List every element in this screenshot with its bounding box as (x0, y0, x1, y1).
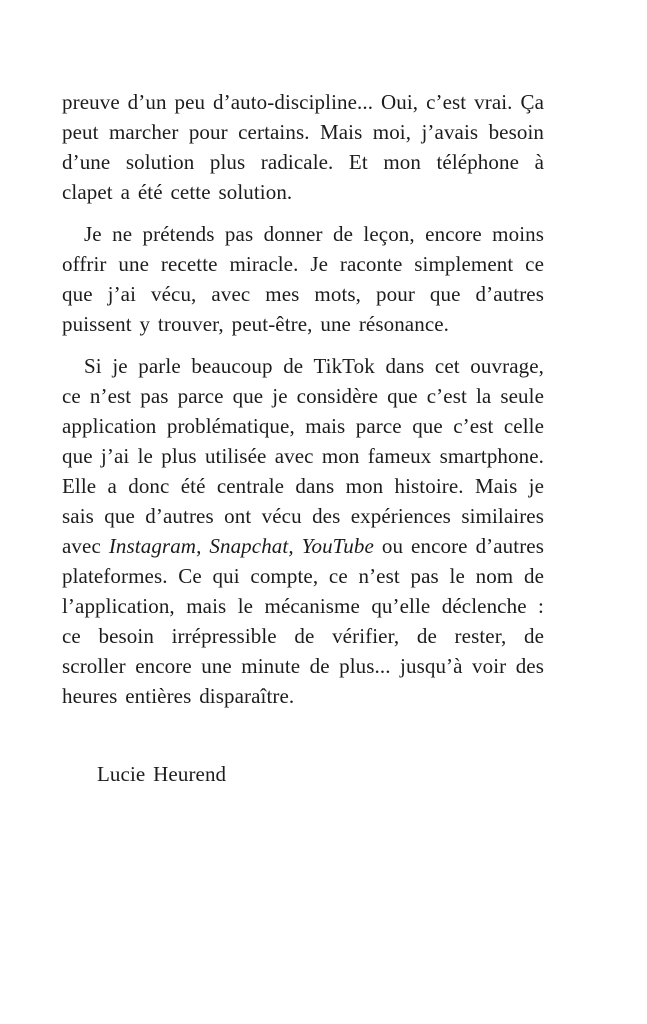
paragraph (62, 219, 544, 339)
paragraph (62, 87, 544, 207)
paragraph (62, 351, 544, 711)
page-text-block (62, 87, 544, 789)
text-segment: preuve d’un peu d’auto-discipline... Oui, c’est vrai. Ça peut marcher pour certains. Mais moi, j’avais besoin d’une solution plus radicale. Et mon téléphone à clapet a été cette solution. (62, 90, 544, 204)
text-segment: Si je parle beaucoup de TikTok dans cet ouvrage, ce n’est pas parce que je considère que c’est la seule application problématique, mais parce que c’est celle que j’ai le plus utilisée avec mon fameux smartphone. Elle a donc été centrale dans mon histoire. Mais je sais que d’autres ont vécu des expériences similaires avec (62, 354, 544, 558)
text-segment: Je ne prétends pas donner de leçon, encore moins offrir une recette miracle. Je raconte simplement ce que j’ai vécu, avec mes mots, pour que d’autres puissent y trouver, peut-être, une résonance. (62, 222, 544, 336)
author-signature: Lucie Heurend (97, 762, 227, 786)
italic-text-segment: Instagram, Snapchat, YouTube (108, 534, 374, 558)
text-segment: ou encore d’autres plateformes. Ce qui compte, ce n’est pas le nom de l’application, mais le mécanisme qu’elle déclenche : ce besoin irrépressible de vérifier, de rester, de scroller encore une minute de plus... jusqu’à voir des heures entières disparaître. (62, 534, 544, 708)
